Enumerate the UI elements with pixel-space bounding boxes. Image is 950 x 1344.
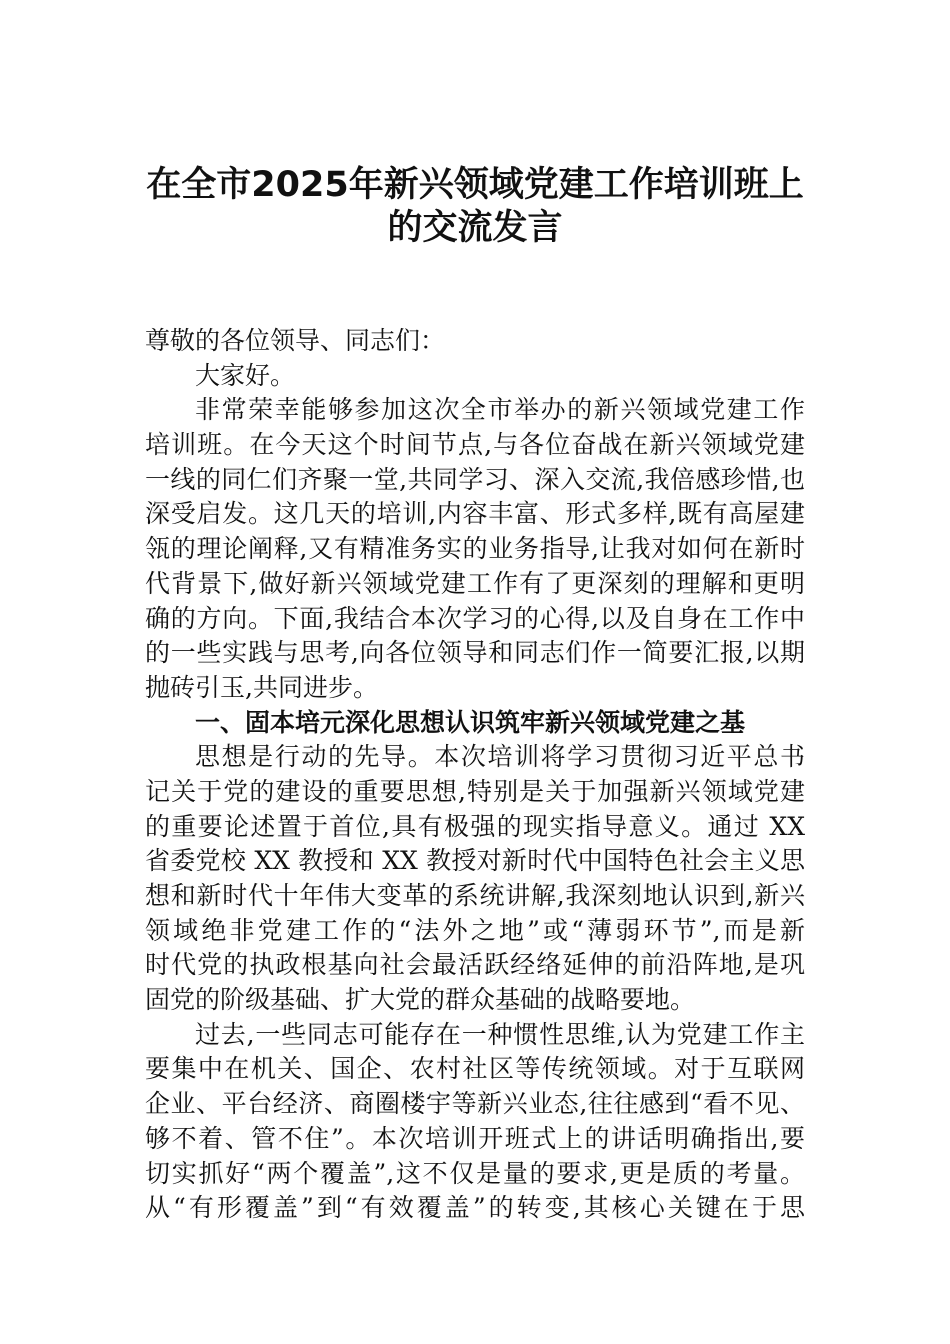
body-text-line: 一线的同仁们齐聚一堂,共同学习、深入交流,我倍感珍惜,也 — [145, 464, 805, 494]
body-text-line: 非常荣幸能够参加这次全市举办的新兴领域党建工作 — [195, 395, 805, 425]
body-text-line: 固党的阶级基础、扩大党的群众基础的战略要地。 — [145, 985, 696, 1015]
body-text-line: 确的方向。下面,我结合本次学习的心得,以及自身在工作中 — [145, 603, 805, 633]
section-heading: 一、固本培元深化思想认识筑牢新兴领域党建之基 — [195, 707, 746, 737]
body-text-line: 大家好。 — [195, 360, 296, 390]
body-text-line: 从“有形覆盖”到“有效覆盖”的转变,其核心关键在于思 — [145, 1193, 805, 1223]
body-text-line: 领域绝非党建工作的“法外之地”或“薄弱环节”,而是新 — [145, 915, 805, 945]
body-text-line: 代背景下,做好新兴领域党建工作有了更深刻的理解和更明 — [145, 568, 805, 598]
body-text-line: 切实抓好“两个覆盖”,这不仅是量的要求,更是质的考量。 — [145, 1158, 805, 1188]
body-text-line: 瓴的理论阐释,又有精准务实的业务指导,让我对如何在新时 — [145, 534, 805, 564]
body-text-line: 思想是行动的先导。本次培训将学习贯彻习近平总书 — [195, 742, 805, 772]
document-title-line-1: 在全市2025年新兴领域党建工作培训班上 — [146, 165, 804, 205]
document-body — [145, 324, 805, 1226]
body-text-line: 抛砖引玉,共同进步。 — [145, 672, 378, 702]
body-text-line: 够不着、管不住”。本次培训开班式上的讲话明确指出,要 — [145, 1123, 805, 1153]
body-text-line: 培训班。在今天这个时间节点,与各位奋战在新兴领域党建 — [145, 430, 805, 460]
body-text-line: 企业、平台经济、商圈楼宇等新兴业态,往往感到“看不见、 — [145, 1089, 805, 1119]
body-text-line: 时代党的执政根基向社会最活跃经络延伸的前沿阵地,是巩 — [145, 950, 805, 980]
body-text-line: 要集中在机关、国企、农村社区等传统领域。对于互联网 — [145, 1054, 805, 1084]
document-title-line-2: 的交流发言 — [387, 208, 563, 248]
body-text-line: 深受启发。这几天的培训,内容丰富、形式多样,既有高屋建 — [145, 499, 805, 529]
body-text-line: 过去,一些同志可能存在一种惯性思维,认为党建工作主 — [195, 1019, 805, 1049]
body-text-line: 的重要论述置于首位,具有极强的现实指导意义。通过 XX — [145, 811, 805, 841]
body-text-line: 的一些实践与思考,向各位领导和同志们作一简要汇报,以期 — [145, 638, 805, 668]
body-text-line: 记关于党的建设的重要思想,特别是关于加强新兴领域党建 — [145, 776, 805, 806]
body-text-line: 想和新时代十年伟大变革的系统讲解,我深刻地认识到,新兴 — [145, 881, 805, 910]
body-text-line: 尊敬的各位领导、同志们： — [145, 326, 446, 355]
body-text-line: 省委党校 XX 教授和 XX 教授对新时代中国特色社会主义思 — [145, 846, 805, 876]
